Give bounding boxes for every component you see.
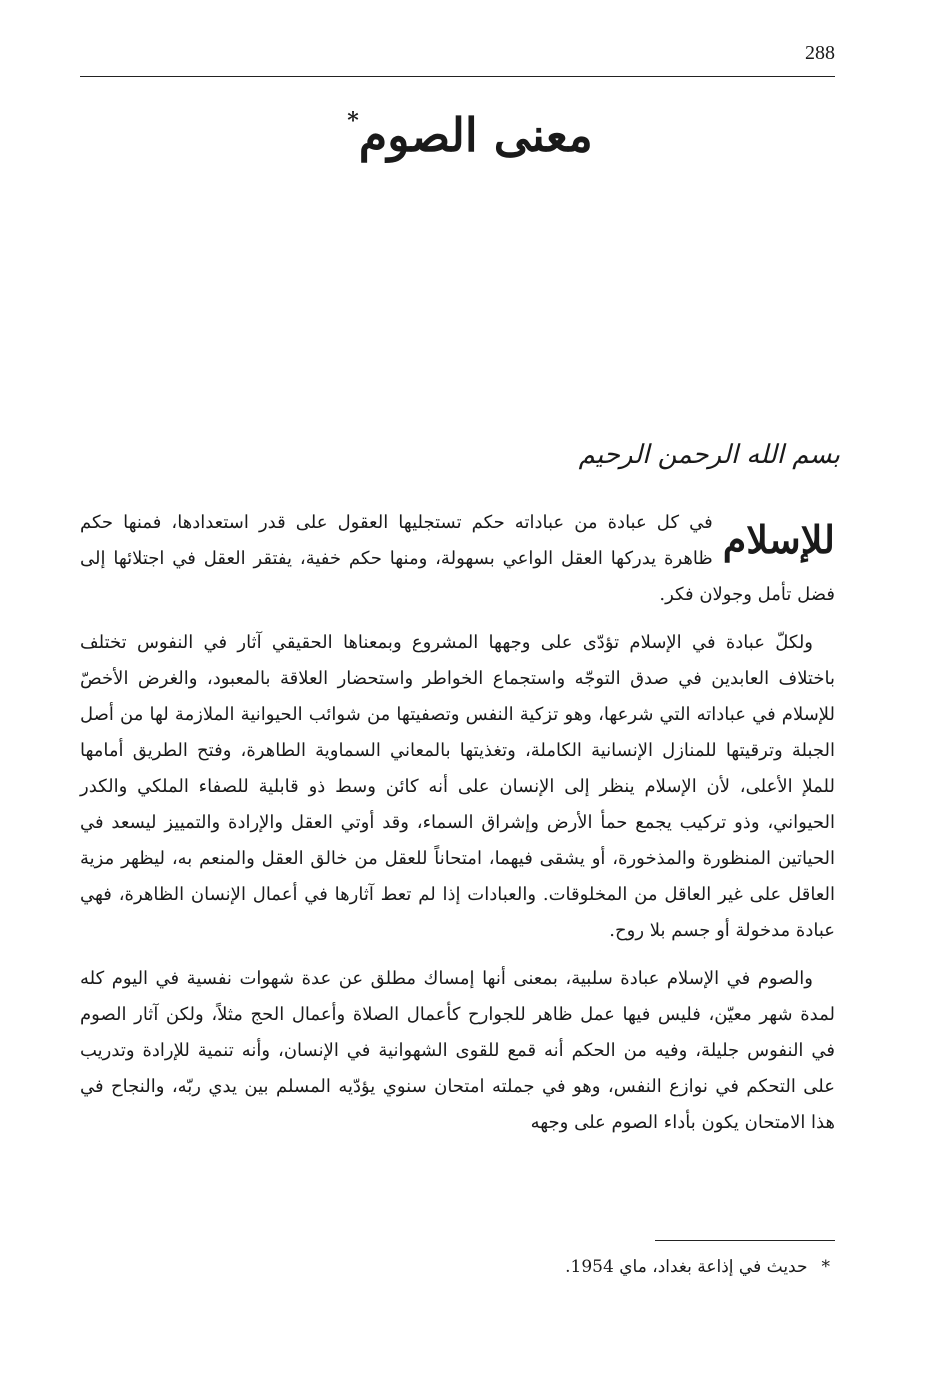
- header-rule: [80, 76, 835, 77]
- body-text: [80, 505, 835, 1153]
- chapter-title-text: معنى الصوم: [358, 108, 593, 162]
- paragraph-1: [80, 505, 835, 613]
- chapter-title: [220, 108, 720, 162]
- page-number: 288: [805, 42, 835, 64]
- paragraph-3: والصوم في الإسلام عبادة سلبية، بمعنى أنها إمساك مطلق عن عدة شهوات نفسية في اليوم كله لمدة شهر معيّن، فليس فيها عمل ظاهر للجوارح كأعمال الصلاة وأعمال الحج مثلاً، ولكن آثار الصوم في النفوس جليلة، وفيه من الحكم أنه قمع للقوى الشهوانية في الإنسان، وأنه تنمية للإرادة وتدريب على التحكم في نوازع النفس، وهو في جملته امتحان سنوي يؤدّيه المسلم بين يدي ربّه، والنجاح في هذا الامتحان يكون بأداء الصوم على وجهه: [80, 968, 835, 1133]
- footnote-mark: *: [821, 1257, 830, 1277]
- drop-word: للإسلام: [722, 517, 835, 562]
- footnote: [380, 1254, 830, 1280]
- basmala: بسم الله الرحمن الرحيم: [578, 440, 840, 470]
- paragraph-2: ولكلّ عبادة في الإسلام تؤدّى على وجهها المشروع وبمعناها الحقيقي آثار في النفوس تختلف باختلاف العابدين في صدق التوجّه واستجماع الخواطر واستحضار العلاقة بالمعبود، والغرض الأخصّ للإسلام في عباداته التي شرعها، وهو تزكية النفس وتصفيتها من شوائب الحيوانية الملازمة لها من أصل الجبلة وترقيتها للمنازل الإنسانية الكاملة، وتغذيتها بالمعاني السماوية الطاهرة، وفتح الطريق أمامها للملإ الأعلى، لأن الإسلام ينظر إلى الإنسان على أنه كائن وسط ذو قابلية للصفاء الملكي والكدر الحيواني، وذو تركيب يجمع حمأ الأرض وإشراق السماء، وقد أوتي العقل والإرادة والتمييز ليسعد في الحياتين المنظورة والمذخورة، أو يشقى فيهما، امتحاناً للعقل من خالق العقل والمنعم به، ليظهر مزية العاقل على غير العاقل من المخلوقات. والعبادات إذا لم تعط آثارها في أعمال الإنسان الظاهرة، فهي عبادة مدخولة أو جسم بلا روح.: [80, 632, 835, 941]
- footnote-text: حديث في إذاعة بغداد، ماي 1954.: [565, 1257, 808, 1277]
- footnote-rule: [655, 1240, 835, 1241]
- paragraph-1-text: في كل عبادة من عباداته حكم تستجليها العقول على قدر استعدادها، فمنها حكم ظاهرة يدركها العقل الواعي بسهولة، ومنها حكم خفية، يفتقر العقل في اجتلائها إلى فضل تأمل وجولان فكر.: [80, 512, 835, 605]
- footnote-reference-star: *: [347, 108, 359, 134]
